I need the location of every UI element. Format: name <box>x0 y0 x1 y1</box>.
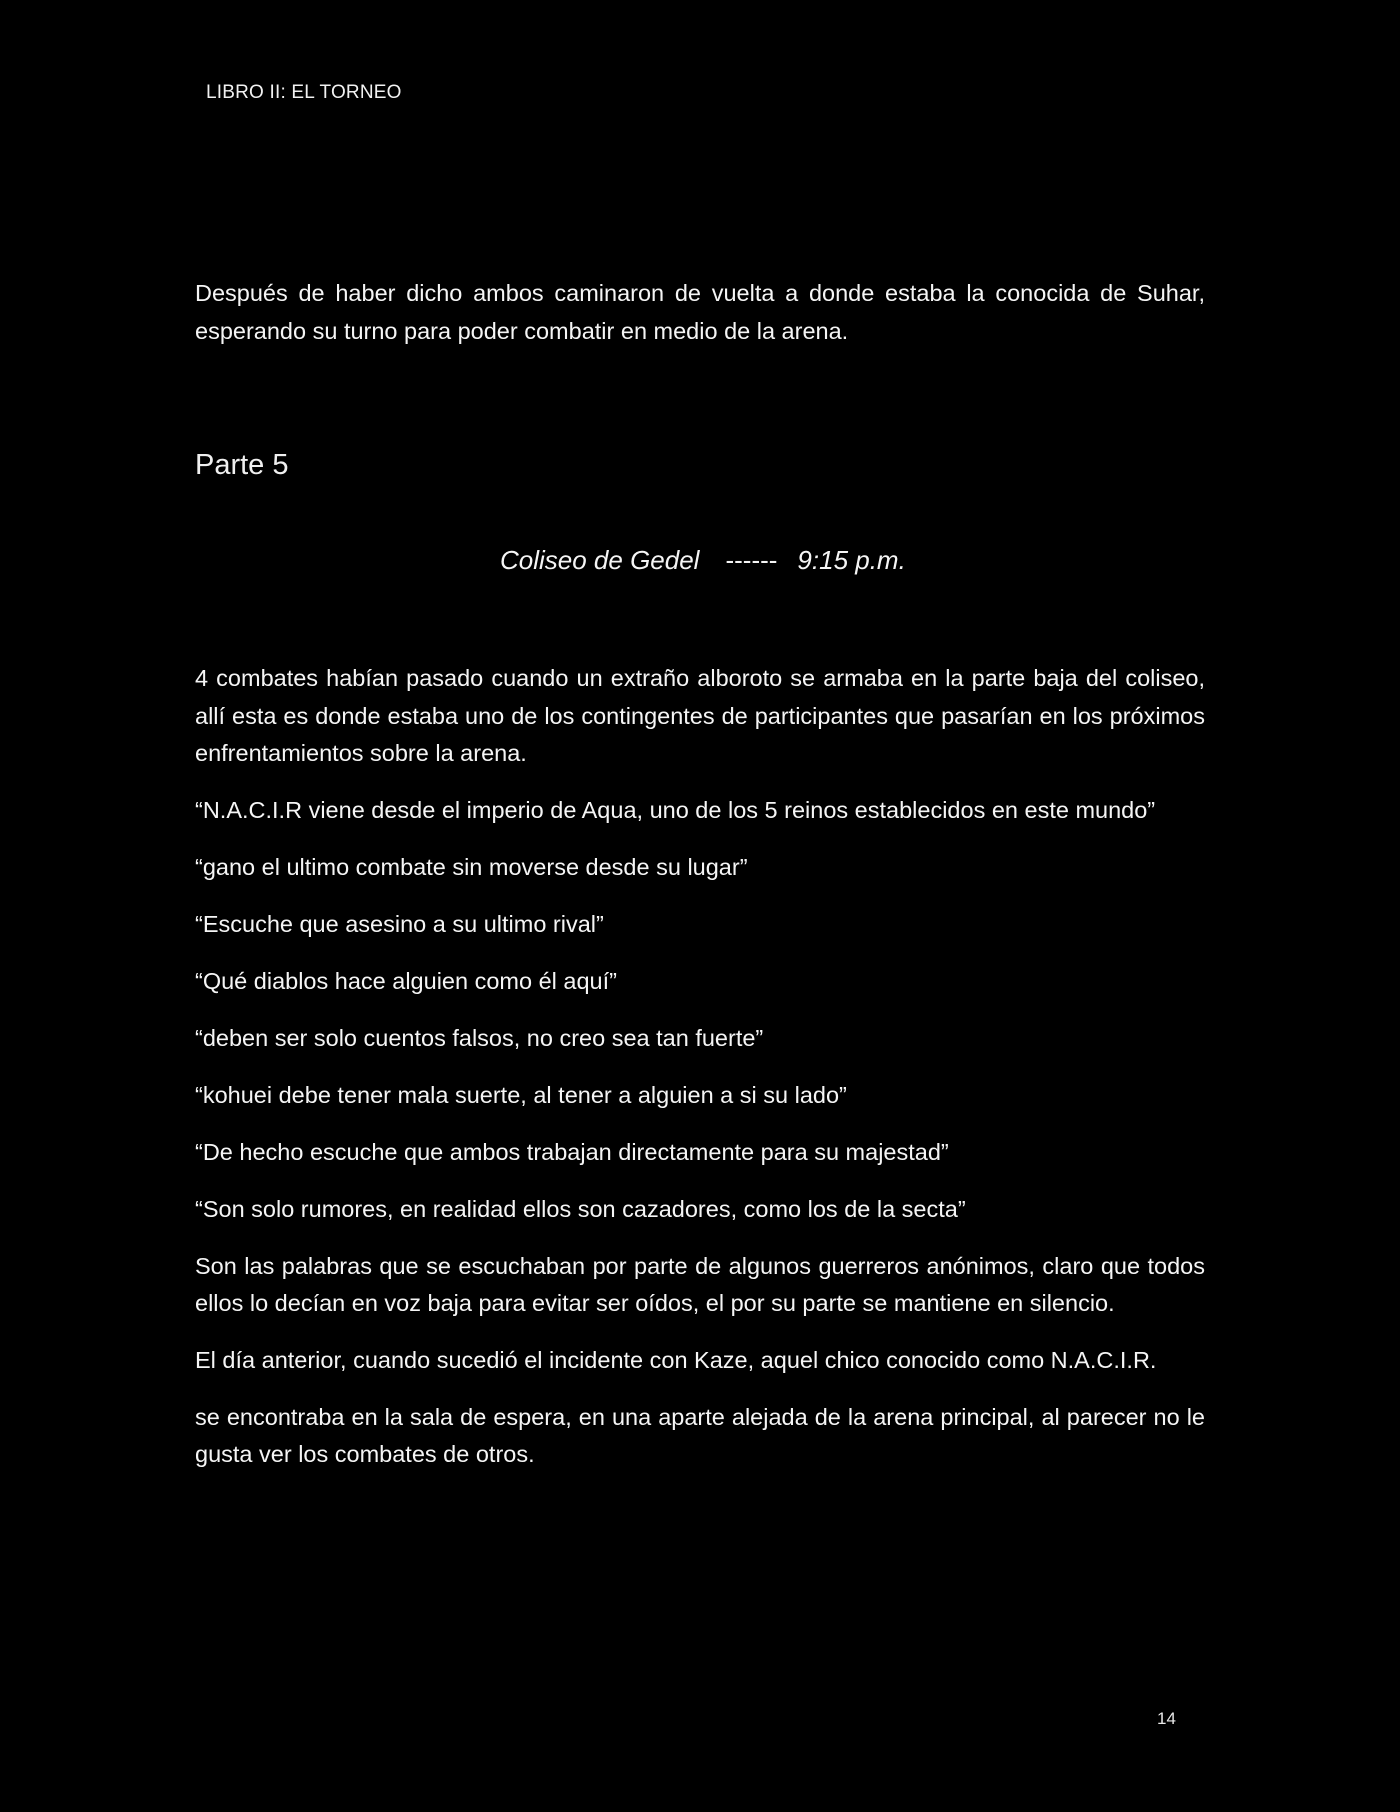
dialogue-line: “gano el ultimo combate sin moverse desde su lugar” <box>195 853 748 880</box>
scene-heading <box>500 545 906 576</box>
running-header: LIBRO II: EL TORNEO <box>206 82 402 103</box>
dialogue-line: “N.A.C.I.R viene desde el imperio de Aqua, uno de los 5 reinos establecidos en este mundo” <box>195 796 1156 823</box>
section-title: Parte 5 <box>195 449 289 481</box>
page-number: 14 <box>1157 1709 1176 1728</box>
dialogue-line: “De hecho escuche que ambos trabajan directamente para su majestad” <box>195 1138 949 1165</box>
intro-section <box>195 275 1205 350</box>
dialogue-line: “Qué diablos hace alguien como él aquí” <box>195 967 617 994</box>
scene-separator: ------ <box>725 545 778 575</box>
scene-location: Coliseo de Gedel <box>500 545 700 575</box>
body-paragraph: El día anterior, cuando sucedió el incidente con Kaze, aquel chico conocido como N.A.C.I.R. <box>195 1346 1157 1373</box>
body-paragraph: se encontraba en la sala de espera, en una aparte alejada de la arena principal, al parecer no le gusta ver los combates de otros. <box>195 1403 1205 1467</box>
scene-time: 9:15 p.m. <box>797 545 906 575</box>
dialogue-line: “deben ser solo cuentos falsos, no creo sea tan fuerte” <box>195 1024 764 1051</box>
intro-paragraph: Después de haber dicho ambos caminaron de vuelta a donde estaba la conocida de Suhar, esperando su turno para poder combatir en medio de la arena. <box>195 280 1205 344</box>
dialogue-line: “Escuche que asesino a su ultimo rival” <box>195 910 604 937</box>
body-paragraph: Son las palabras que se escuchaban por parte de algunos guerreros anónimos, claro que todos ellos lo decían en voz baja para evitar ser oídos, el por su parte se mantiene en silencio. <box>195 1252 1205 1316</box>
dialogue-line: “kohuei debe tener mala suerte, al tener a alguien a si su lado” <box>195 1081 847 1108</box>
body-paragraph: 4 combates habían pasado cuando un extraño alboroto se armaba en la parte baja del coliseo, allí esta es donde estaba uno de los contingentes de participantes que pasarían en los próximos enfrentamientos sobre la arena. <box>195 665 1205 766</box>
dialogue-line: “Son solo rumores, en realidad ellos son cazadores, como los de la secta” <box>195 1195 966 1222</box>
body-text <box>195 660 1205 1493</box>
